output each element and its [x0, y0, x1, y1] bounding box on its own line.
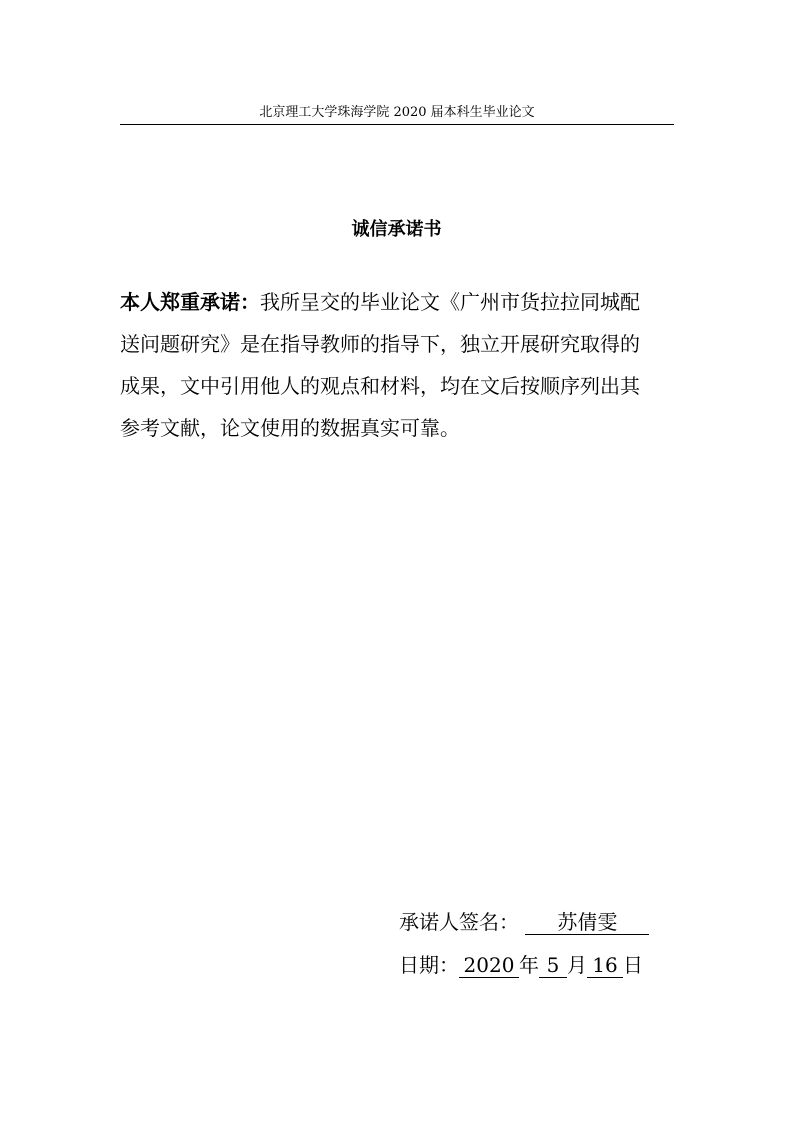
date-day: 16: [587, 953, 623, 978]
signature-line: [399, 908, 649, 936]
document-title: 诚信承诺书: [351, 219, 442, 240]
date-month: 5: [539, 953, 567, 978]
page-header: [120, 104, 674, 125]
signature-name: 苏倩雯: [525, 910, 649, 935]
statement-lead: 本人郑重承诺：: [120, 290, 260, 314]
date-day-unit: 日: [623, 953, 643, 977]
date-line: [399, 951, 643, 979]
header-text: 北京理工大学珠海学院 2020 届本科生毕业论文: [259, 105, 535, 120]
date-year: 2020: [459, 953, 519, 978]
date-label: 日期：: [399, 953, 459, 977]
statement-paragraph: [120, 281, 650, 449]
date-month-unit: 月: [567, 953, 587, 977]
date-year-unit: 年: [519, 953, 539, 977]
statement-body: 我所呈交的毕业论文《广州市货拉拉同城配送问题研究》是在指导教师的指导下，独立开展研究取得的成果，文中引用他人的观点和材料，均在文后按顺序列出其参考文献，论文使用的数据真实可靠。: [120, 290, 640, 440]
signature-label: 承诺人签名：: [399, 910, 519, 934]
